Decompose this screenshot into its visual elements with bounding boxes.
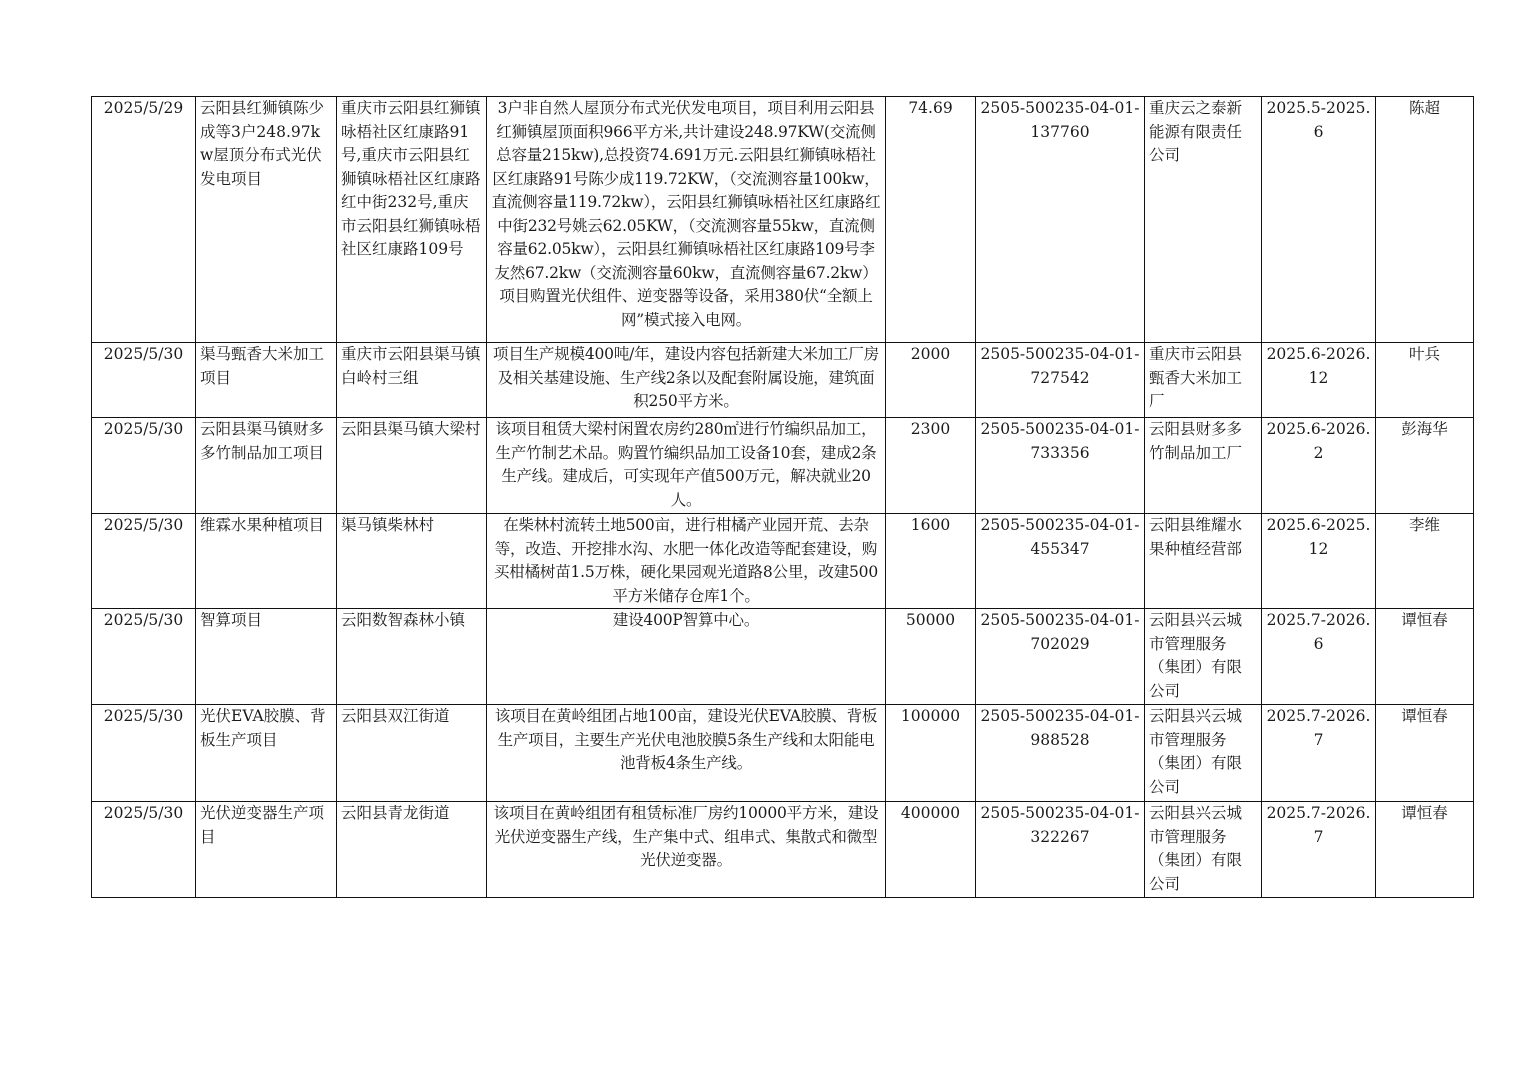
- contact-cell-text: 叶兵: [1408, 345, 1440, 363]
- location-cell-text: 渠马镇柴林村: [341, 516, 435, 534]
- date-cell-text: 2025/5/30: [103, 804, 184, 822]
- company-cell: [1145, 418, 1262, 514]
- investment-cell-text: 74.69: [908, 99, 953, 117]
- company-cell-text: 云阳县兴云城市管理服务（集团）有限公司: [1149, 611, 1243, 700]
- company-cell-text: 重庆云之泰新能源有限责任公司: [1149, 99, 1243, 164]
- period-cell-text: 2025.7-2026.7: [1266, 707, 1371, 749]
- project-table: [91, 96, 1474, 898]
- contact-cell-text: 谭恒春: [1401, 804, 1448, 822]
- construction-content-cell: [487, 343, 886, 418]
- project-name-cell: [196, 705, 337, 802]
- project-name-cell-text: 智算项目: [200, 611, 263, 629]
- construction-content-cell-text: 该项目租赁大梁村闲置农房约280㎡进行竹编织品加工，生产竹制艺术品。购置竹编织品加工设备10套，建成2条生产线。建成后，可实现年产值500万元，解决就业20人。: [495, 420, 877, 509]
- location-cell: [337, 802, 487, 898]
- date-cell: [92, 802, 196, 898]
- construction-content-cell: [487, 418, 886, 514]
- investment-cell-text: 2000: [910, 345, 951, 363]
- construction-content-cell: [487, 705, 886, 802]
- contact-cell: [1376, 514, 1474, 609]
- project-code-cell-text: 2505-500235-04-01-702029: [980, 611, 1140, 653]
- project-name-cell: [196, 609, 337, 705]
- project-code-cell-text: 2505-500235-04-01-733356: [980, 420, 1140, 462]
- date-cell: [92, 343, 196, 418]
- location-cell: [337, 514, 487, 609]
- company-cell: [1145, 514, 1262, 609]
- construction-content-cell: [487, 514, 886, 609]
- contact-cell: [1376, 418, 1474, 514]
- project-code-cell: [976, 802, 1145, 898]
- location-cell-text: 重庆市云阳县渠马镇白岭村三组: [341, 345, 481, 387]
- project-name-cell-text: 渠马甄香大米加工项目: [200, 345, 325, 387]
- project-name-cell: [196, 802, 337, 898]
- contact-cell-text: 谭恒春: [1401, 611, 1448, 629]
- date-cell-text: 2025/5/30: [103, 345, 184, 363]
- contact-cell: [1376, 343, 1474, 418]
- table-row: [92, 609, 1474, 705]
- date-cell: [92, 609, 196, 705]
- project-code-cell-text: 2505-500235-04-01-137760: [980, 99, 1140, 141]
- period-cell: [1262, 802, 1376, 898]
- company-cell-text: 重庆市云阳县甄香大米加工厂: [1149, 345, 1243, 410]
- date-cell: [92, 97, 196, 343]
- period-cell-text: 2025.6-2025.12: [1266, 516, 1371, 558]
- date-cell-text: 2025/5/30: [103, 707, 184, 725]
- table-row: [92, 802, 1474, 898]
- location-cell-text: 云阳县青龙街道: [341, 804, 450, 822]
- project-code-cell: [976, 97, 1145, 343]
- contact-cell-text: 陈超: [1408, 99, 1440, 117]
- company-cell: [1145, 97, 1262, 343]
- location-cell-text: 云阳县双江街道: [341, 707, 450, 725]
- investment-cell-text: 2300: [910, 420, 951, 438]
- project-code-cell: [976, 514, 1145, 609]
- project-name-cell-text: 维霖水果种植项目: [200, 516, 325, 534]
- period-cell: [1262, 343, 1376, 418]
- contact-cell: [1376, 609, 1474, 705]
- project-code-cell: [976, 609, 1145, 705]
- location-cell: [337, 705, 487, 802]
- construction-content-cell-text: 项目生产规模400吨/年，建设内容包括新建大米加工厂房及相关基建设施、生产线2条以及配套附属设施，建筑面积250平方米。: [493, 345, 879, 410]
- company-cell: [1145, 609, 1262, 705]
- location-cell: [337, 418, 487, 514]
- project-name-cell-text: 云阳县渠马镇财多多竹制品加工项目: [200, 420, 325, 462]
- investment-cell: [886, 343, 976, 418]
- date-cell-text: 2025/5/30: [103, 611, 184, 629]
- investment-cell-text: 400000: [900, 804, 961, 822]
- construction-content-cell-text: 建设400P智算中心。: [612, 611, 760, 629]
- company-cell-text: 云阳县维耀水果种植经营部: [1149, 516, 1243, 558]
- construction-content-cell: [487, 609, 886, 705]
- project-code-cell: [976, 705, 1145, 802]
- company-cell: [1145, 343, 1262, 418]
- company-cell: [1145, 705, 1262, 802]
- date-cell: [92, 705, 196, 802]
- date-cell-text: 2025/5/30: [103, 516, 184, 534]
- project-name-cell: [196, 343, 337, 418]
- project-name-cell: [196, 97, 337, 343]
- company-cell-text: 云阳县财多多竹制品加工厂: [1149, 420, 1243, 462]
- date-cell-text: 2025/5/29: [103, 99, 184, 117]
- project-code-cell-text: 2505-500235-04-01-322267: [980, 804, 1140, 846]
- investment-cell: [886, 609, 976, 705]
- location-cell-text: 重庆市云阳县红狮镇咏梧社区红康路91号,重庆市云阳县红狮镇咏梧社区红康路红中街232号,重庆市云阳县红狮镇咏梧社区红康路109号: [341, 99, 481, 258]
- date-cell-text: 2025/5/30: [103, 420, 184, 438]
- period-cell: [1262, 609, 1376, 705]
- investment-cell-text: 100000: [900, 707, 961, 725]
- investment-cell: [886, 418, 976, 514]
- company-cell-text: 云阳县兴云城市管理服务（集团）有限公司: [1149, 707, 1243, 796]
- period-cell-text: 2025.7-2026.6: [1266, 611, 1371, 653]
- project-code-cell-text: 2505-500235-04-01-727542: [980, 345, 1140, 387]
- investment-cell: [886, 705, 976, 802]
- project-name-cell-text: 云阳县红狮镇陈少成等3户248.97kw屋顶分布式光伏发电项目: [200, 99, 325, 188]
- period-cell: [1262, 705, 1376, 802]
- location-cell-text: 云阳数智森林小镇: [341, 611, 466, 629]
- table-row: [92, 705, 1474, 802]
- project-name-cell-text: 光伏EVA胶膜、背板生产项目: [200, 707, 326, 749]
- contact-cell-text: 李维: [1408, 516, 1440, 534]
- contact-cell-text: 谭恒春: [1401, 707, 1448, 725]
- table-row: [92, 418, 1474, 514]
- table-row: [92, 343, 1474, 418]
- location-cell-text: 云阳县渠马镇大梁村: [341, 420, 481, 438]
- period-cell-text: 2025.6-2026.12: [1266, 345, 1371, 387]
- date-cell: [92, 418, 196, 514]
- project-name-cell: [196, 514, 337, 609]
- date-cell: [92, 514, 196, 609]
- project-name-cell: [196, 418, 337, 514]
- contact-cell: [1376, 705, 1474, 802]
- period-cell: [1262, 418, 1376, 514]
- construction-content-cell-text: 该项目在黄岭组团有租赁标准厂房约10000平方米，建设光伏逆变器生产线，生产集中式、组串式、集散式和微型光伏逆变器。: [493, 804, 879, 869]
- project-code-cell: [976, 343, 1145, 418]
- contact-cell-text: 彭海华: [1401, 420, 1448, 438]
- period-cell-text: 2025.7-2026.7: [1266, 804, 1371, 846]
- construction-content-cell: [487, 97, 886, 343]
- period-cell-text: 2025.6-2026.2: [1266, 420, 1371, 462]
- project-code-cell: [976, 418, 1145, 514]
- table-row: [92, 97, 1474, 343]
- investment-cell-text: 50000: [905, 611, 956, 629]
- company-cell-text: 云阳县兴云城市管理服务（集团）有限公司: [1149, 804, 1243, 893]
- period-cell-text: 2025.5-2025.6: [1266, 99, 1371, 141]
- investment-cell: [886, 802, 976, 898]
- construction-content-cell: [487, 802, 886, 898]
- location-cell: [337, 609, 487, 705]
- construction-content-cell-text: 3户非自然人屋顶分布式光伏发电项目，项目利用云阳县红狮镇屋顶面积966平方米,共计建设248.97KW(交流侧总容量215kw),总投资74.691万元.云阳县红狮镇咏梧社区红康路91号陈少成119.72KW，（交流测容量100kw，直流侧容量119.72kw），云阳县红狮镇咏梧社区红康路红中街232号姚云62.05KW，（交流测容量55kw，直流侧容量62.05kw），云阳县红狮镇咏梧社区红康路109号李友然67.2kw（交流测容量60kw，直流侧容量67.2kw）项目购置光伏组件、逆变器等设备，采用380伏“全额上网”模式接入电网。: [491, 99, 881, 329]
- investment-cell: [886, 514, 976, 609]
- location-cell: [337, 343, 487, 418]
- location-cell: [337, 97, 487, 343]
- table-row: [92, 514, 1474, 609]
- company-cell: [1145, 802, 1262, 898]
- investment-cell: [886, 97, 976, 343]
- contact-cell: [1376, 97, 1474, 343]
- period-cell: [1262, 97, 1376, 343]
- project-name-cell-text: 光伏逆变器生产项目: [200, 804, 325, 846]
- investment-cell-text: 1600: [910, 516, 951, 534]
- contact-cell: [1376, 802, 1474, 898]
- project-code-cell-text: 2505-500235-04-01-988528: [980, 707, 1140, 749]
- period-cell: [1262, 514, 1376, 609]
- project-code-cell-text: 2505-500235-04-01-455347: [980, 516, 1140, 558]
- construction-content-cell-text: 该项目在黄岭组团占地100亩，建设光伏EVA胶膜、背板生产项目，主要生产光伏电池胶膜5条生产线和太阳能电池背板4条生产线。: [494, 707, 878, 772]
- construction-content-cell-text: 在柴林村流转土地500亩，进行柑橘产业园开荒、去杂等，改造、开挖排水沟、水肥一体化改造等配套建设，购买柑橘树苗1.5万株，硬化果园观光道路8公里，改建500平方米储存仓库1个。: [494, 516, 878, 605]
